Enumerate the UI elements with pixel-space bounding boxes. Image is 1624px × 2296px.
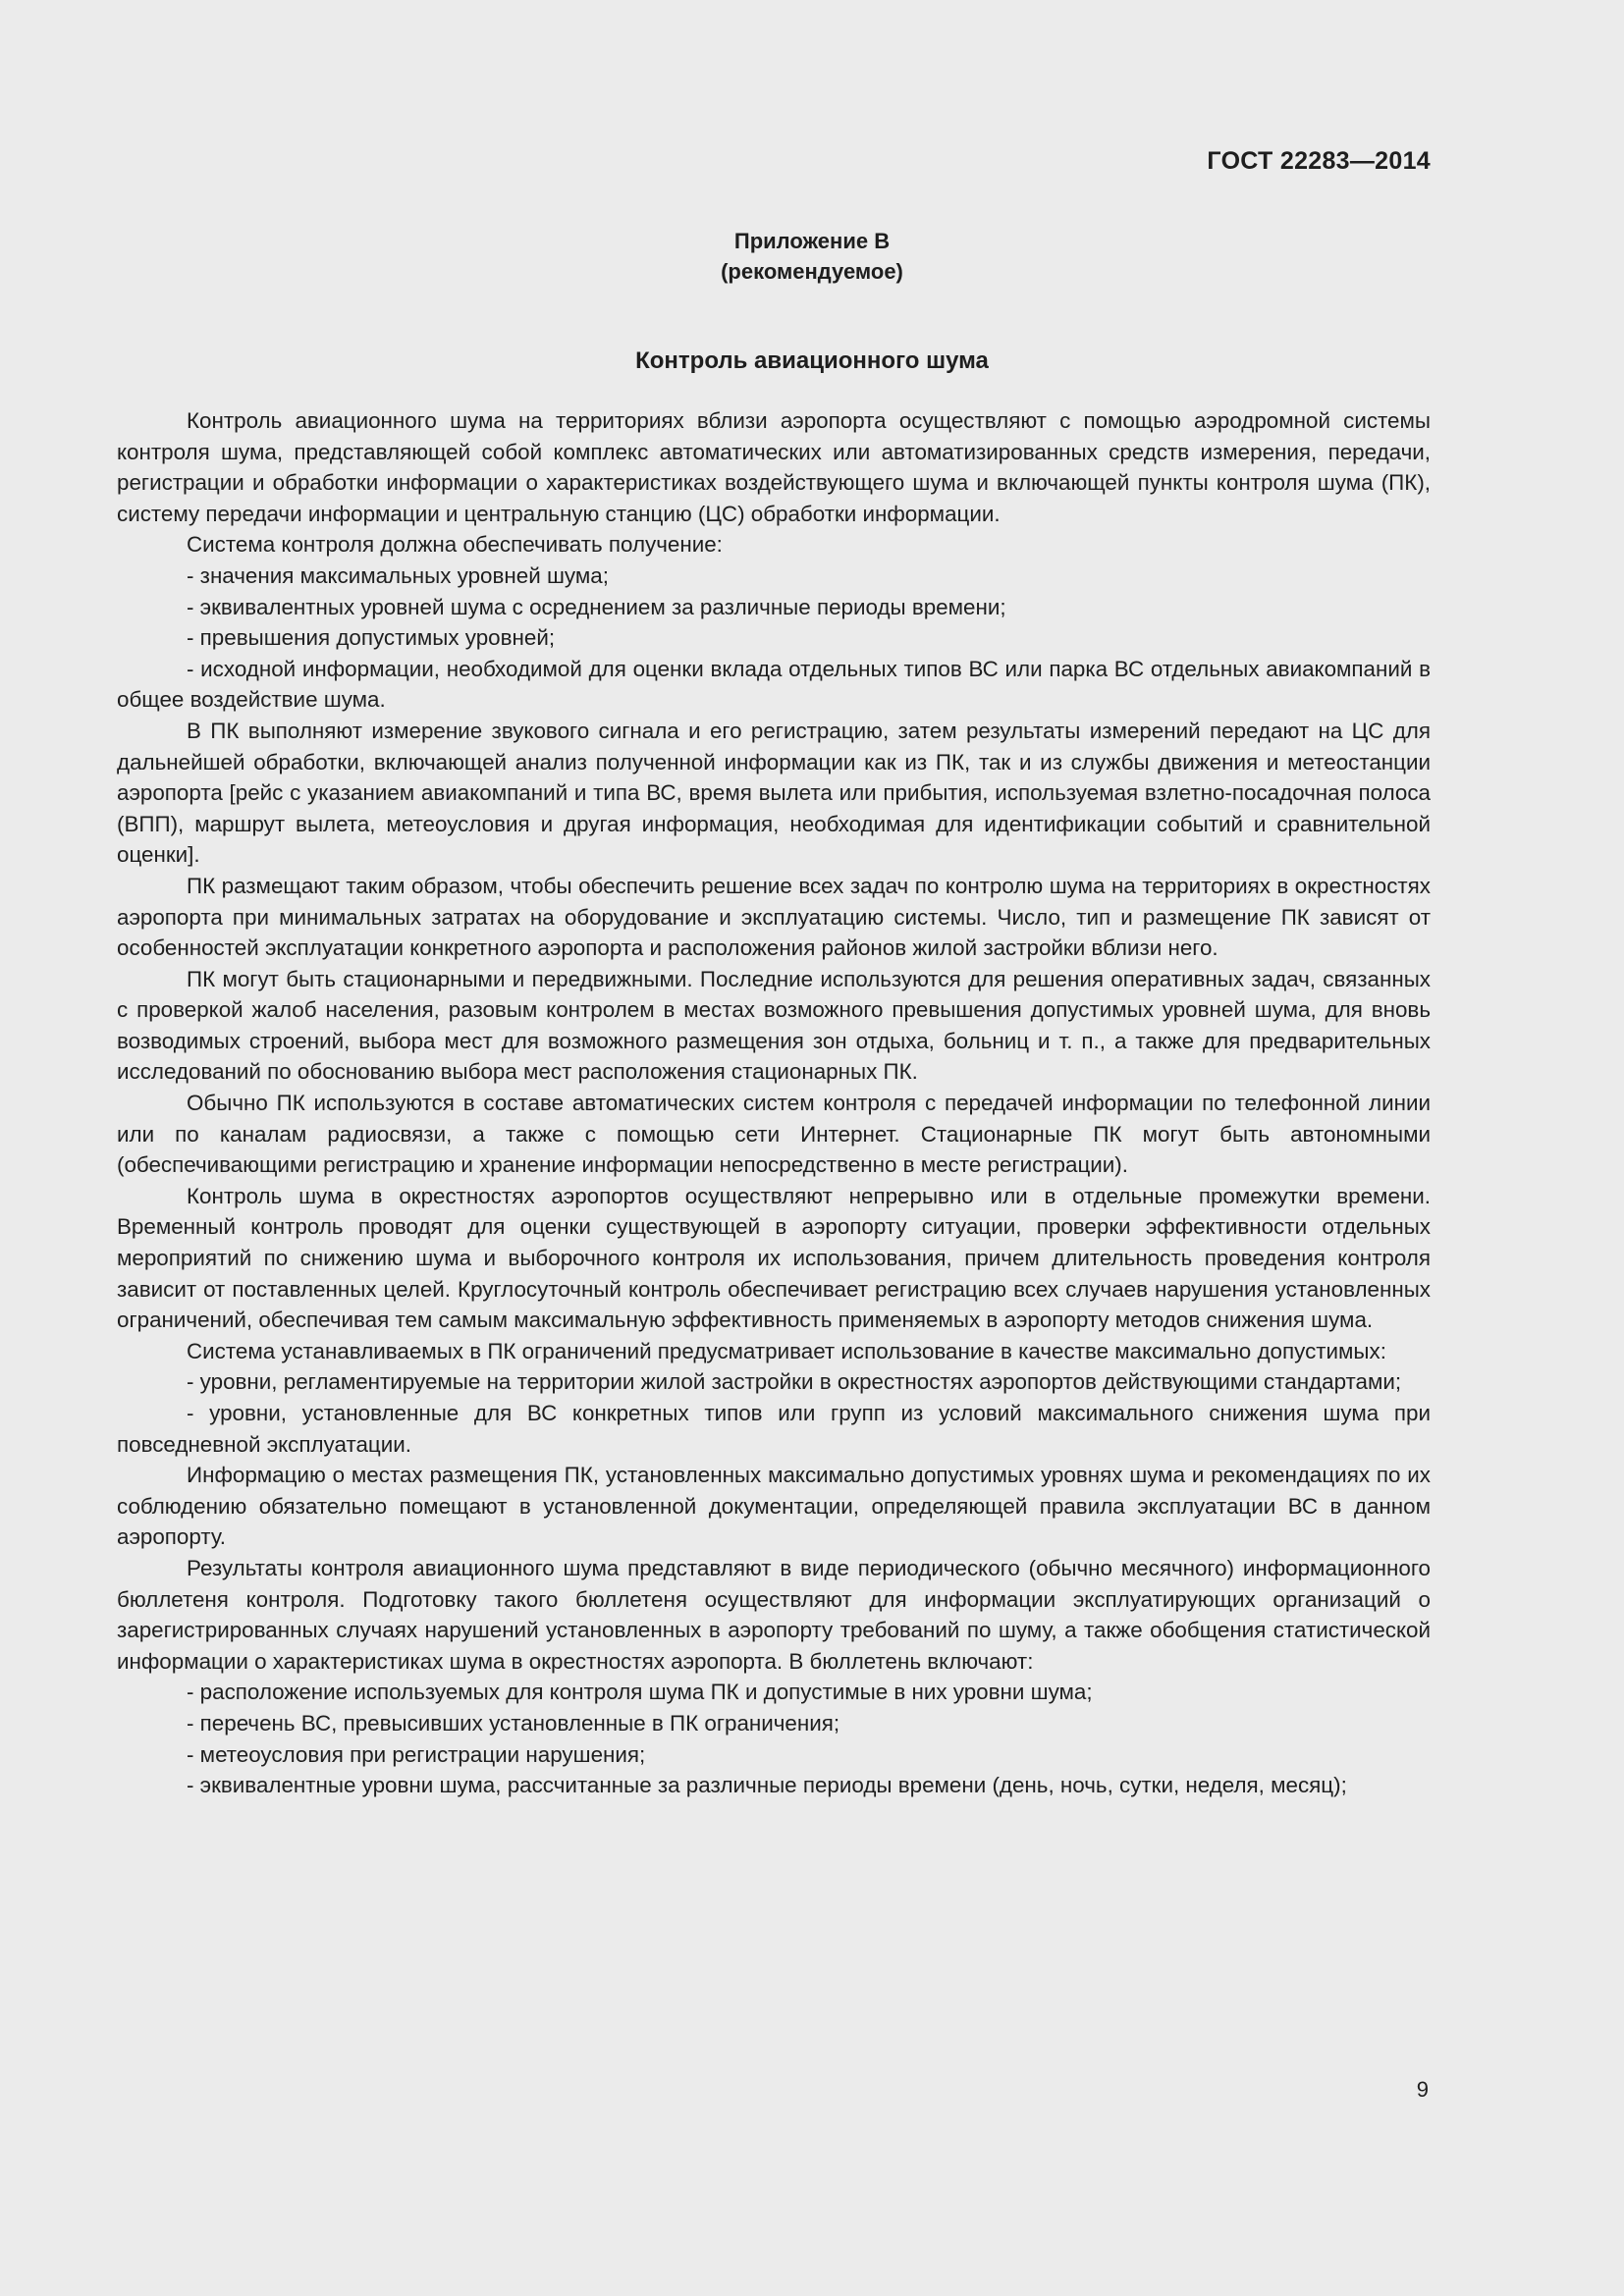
appendix-subtitle: (рекомендуемое) bbox=[721, 259, 903, 284]
list-item: - уровни, регламентируемые на территории жилой застройки в окрестностях аэропортов действующими стандартами; bbox=[187, 1369, 1402, 1395]
list-item: - уровни, установленные для ВС конкретных типов или групп из условий максимального снижения шума при повседневной эксплуатации. bbox=[117, 1401, 1431, 1457]
list-item: - расположение используемых для контроля шума ПК и допустимые в них уровни шума; bbox=[187, 1680, 1093, 1705]
list-item: - превышения допустимых уровней; bbox=[187, 625, 556, 651]
paragraph: ПК могут быть стационарными и передвижными. Последние используются для решения оперативных задач, связанных с проверкой жалоб населения, разовым контролем в местах возможного превышения допустимых уровней шума, для вновь возводимых строений, выбора мест для возможного размещения зон отдыха, больниц и т. п., а также для предварительных исследований по обоснованию выбора мест расположения стационарных ПК. bbox=[117, 966, 1431, 1085]
paragraph: Система контроля должна обеспечивать получение: bbox=[187, 532, 723, 558]
paragraph: Результаты контроля авиационного шума представляют в виде периодического (обычно месячного) информационного бюллетеня контроля. Подготовку такого бюллетеня осуществляют для информации эксплуатирующих организаций о зарегистрированных случаях нарушений установленных в аэропорту требований по шуму, а также обобщения статистической информации о характеристиках шума в окрестностях аэропорта. В бюллетень включают: bbox=[117, 1555, 1431, 1674]
paragraph: В ПК выполняют измерение звукового сигнала и его регистрацию, затем результаты измерений передают на ЦС для дальнейшей обработки, включающей анализ полученной информации как из ПК, так и из службы движения и метеостанции аэропорта [рейс с указанием авиакомпаний и типа ВС, время вылета или прибытия, используемая взлетно-посадочная полоса (ВПП), маршрут вылета, метеоусловия и другая информация, необходимая для идентификации событий и сравнительной оценки]. bbox=[117, 718, 1431, 868]
appendix-heading bbox=[0, 226, 1624, 287]
list-item: - перечень ВС, превысивших установленные в ПК ограничения; bbox=[187, 1710, 840, 1735]
paragraph: Обычно ПК используются в составе автоматических систем контроля с передачей информации по телефонной линии или по каналам радиосвязи, а также с помощью сети Интернет. Стационарные ПК могут быть автономными (обеспечивающими регистрацию и хранение информации непосредственно в месте регистрации). bbox=[117, 1091, 1431, 1178]
body-text bbox=[117, 405, 1431, 1801]
document-code: ГОСТ 22283—2014 bbox=[1207, 147, 1431, 175]
list-item: - значения максимальных уровней шума; bbox=[187, 562, 609, 588]
section-title: Контроль авиационного шума bbox=[635, 347, 989, 374]
paragraph: Контроль шума в окрестностях аэропортов осуществляют непрерывно или в отдельные промежутки времени. Временный контроль проводят для оценки существующей в аэропорту ситуации, проверки эффективности отдельных мероприятий по снижению шума и выборочного контроля их использования, причем длительность проведения контроля зависит от поставленных целей. Круглосуточный контроль обеспечивает регистрацию всех случаев нарушения установленных ограничений, обеспечивая тем самым максимальную эффективность применяемых в аэропорту методов снижения шума. bbox=[117, 1183, 1431, 1333]
paragraph: Контроль авиационного шума на территориях вблизи аэропорта осуществляют с помощью аэродромной системы контроля шума, представляющей собой комплекс автоматических или автоматизированных средств измерения, передачи, регистрации и обработки информации о характеристиках воздействующего шума и включающей пункты контроля шума (ПК), систему передачи информации и центральную станцию (ЦС) обработки информации. bbox=[117, 408, 1431, 526]
list-item: - исходной информации, необходимой для оценки вклада отдельных типов ВС или парка ВС отдельных авиакомпаний в общее воздействие шума. bbox=[117, 656, 1431, 713]
paragraph: Информацию о местах размещения ПК, установленных максимально допустимых уровнях шума и рекомендациях по их соблюдению обязательно помещают в установленной документации, определяющей правила эксплуатации ВС в данном аэропорту. bbox=[117, 1463, 1431, 1550]
appendix-title: Приложение В bbox=[733, 229, 891, 253]
page-number: 9 bbox=[1416, 2077, 1429, 2102]
list-item: - эквивалентные уровни шума, рассчитанные за различные периоды времени (день, ночь, сутки, неделя, месяц); bbox=[187, 1773, 1347, 1798]
paragraph: Система устанавливаемых в ПК ограничений предусматривает использование в качестве максимально допустимых: bbox=[187, 1338, 1386, 1363]
paragraph: ПК размещают таким образом, чтобы обеспечить решение всех задач по контролю шума на территориях в окрестностях аэропорта при минимальных затратах на оборудование и эксплуатацию системы. Число, тип и размещение ПК зависят от особенностей эксплуатации конкретного аэропорта и расположения районов жилой застройки вблизи него. bbox=[117, 873, 1431, 961]
list-item: - метеоусловия при регистрации нарушения; bbox=[187, 1741, 646, 1767]
list-item: - эквивалентных уровней шума с осреднением за различные периоды времени; bbox=[187, 594, 1006, 619]
